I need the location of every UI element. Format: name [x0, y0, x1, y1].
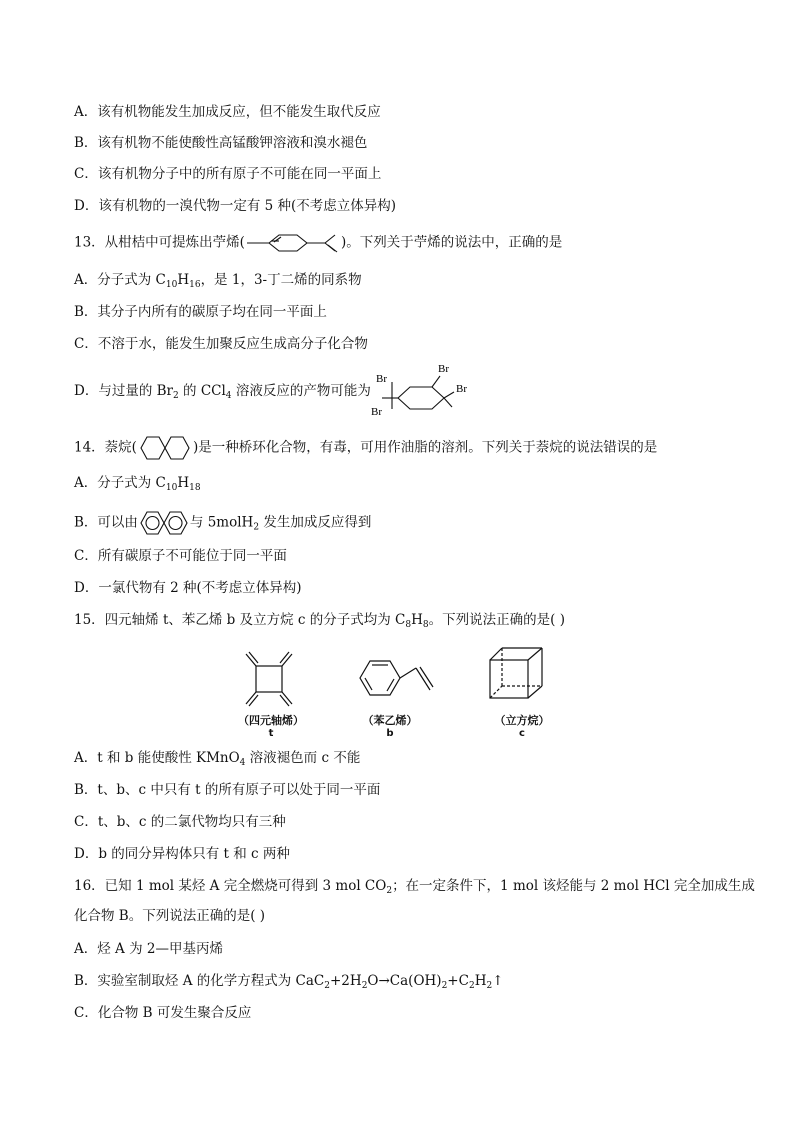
q14-option-d: D．一氯代物有 2 种(不考虑立体异构) — [74, 580, 302, 596]
q15-option-c: C．t、b、c 的二氯代物均只有三种 — [74, 814, 286, 830]
caption-letter: c — [519, 728, 525, 739]
q16-option-a: A．烃 A 为 2—甲基丙烯 — [74, 941, 223, 957]
q13-option-a: A．分子式为 $C_{10}H_{16}$，是 1，3-丁二烯的同系物 — [74, 272, 362, 290]
q15-option-d: D．b 的同分异构体只有 t 和 c 两种 — [74, 846, 290, 862]
br-label: Br — [438, 363, 449, 375]
naphthalene-structure — [138, 509, 190, 537]
radialene-structure — [236, 648, 302, 710]
br-label: Br — [376, 373, 387, 385]
cubane-structure — [484, 642, 550, 702]
q16-option-c: C．化合物 B 可发生聚合反应 — [74, 1005, 252, 1021]
q16-option-b: B．实验室制取烃 A 的化学方程式为 $CaC_2+2H_2O\to Ca(OH)_2+C_2H_2↑$ — [74, 973, 504, 991]
q13-option-b: B．其分子内所有的碳原子均在同一平面上 — [74, 304, 327, 320]
caption-name: （苯乙烯） — [362, 714, 418, 727]
br-label: Br — [371, 406, 382, 418]
caption-radialene — [234, 712, 308, 739]
q14-option-a: A．分子式为 $C_{10}H_{18}$ — [74, 475, 201, 493]
q14-stem: 14．萘烷( )是一种桥环化合物，有毒，可用作油脂的溶剂。下列关于萘烷的说法错误的是 — [74, 434, 657, 462]
q12-option-c: C．该有机物分子中的所有原子不可能在同一平面上 — [74, 166, 382, 182]
decalin-structure — [137, 434, 193, 462]
q16-stem-line2: 化合物 B。下列说法正确的是( ) — [74, 908, 266, 924]
limonene-structure — [245, 232, 341, 254]
caption-name: （四元轴烯） — [238, 714, 304, 727]
caption-letter: t — [268, 728, 274, 739]
q15-option-a: A．t 和 b 能使酸性 KMnO$_4$ 溶液褪色而 c 不能 — [74, 750, 361, 768]
q12-option-a: A．该有机物能发生加成反应，但不能发生取代反应 — [74, 104, 381, 120]
caption-name: （立方烷） — [494, 714, 550, 727]
q12-option-b: B．该有机物不能使酸性高锰酸钾溶液和溴水褪色 — [74, 135, 368, 151]
caption-cubane — [486, 712, 558, 739]
q15-option-b: B．t、b、c 中只有 t 的所有原子可以处于同一平面 — [74, 782, 381, 798]
br-label: Br — [456, 383, 467, 395]
q13-option-d: D．与过量的 $Br_2$ 的 CCl$_4$ 溶液反应的产物可能为 — [74, 383, 371, 401]
q16-stem-line1: 16．已知 1 mol 某烃 A 完全燃烧可得到 3 mol $CO_2$；在一定条件下，1 mol 该烃能与 2 mol HCl 完全加成生成 — [74, 878, 755, 896]
q14-option-b: B．可以由 与 5molH$_2$ 发生加成反应得到 — [74, 509, 371, 537]
q14-option-c: C．所有碳原子不可能位于同一平面 — [74, 548, 287, 564]
q13-option-c: C．不溶于水，能发生加聚反应生成高分子化合物 — [74, 336, 368, 352]
q13-stem: 13．从柑桔中可提炼出苧烯( )。下列关于苧烯的说法中，正确的是 — [74, 232, 562, 254]
styrene-structure — [350, 648, 450, 708]
caption-styrene — [355, 712, 425, 739]
tetrabromide-structure — [370, 360, 480, 420]
q15-stem: 15．四元轴烯 t、苯乙烯 b 及立方烷 c 的分子式均为 $C_8H_8$。下列说法正确的是( ) — [74, 612, 565, 630]
q12-option-d: D．该有机物的一溴代物一定有 5 种(不考虑立体异构) — [74, 198, 397, 214]
caption-letter: b — [386, 728, 394, 739]
